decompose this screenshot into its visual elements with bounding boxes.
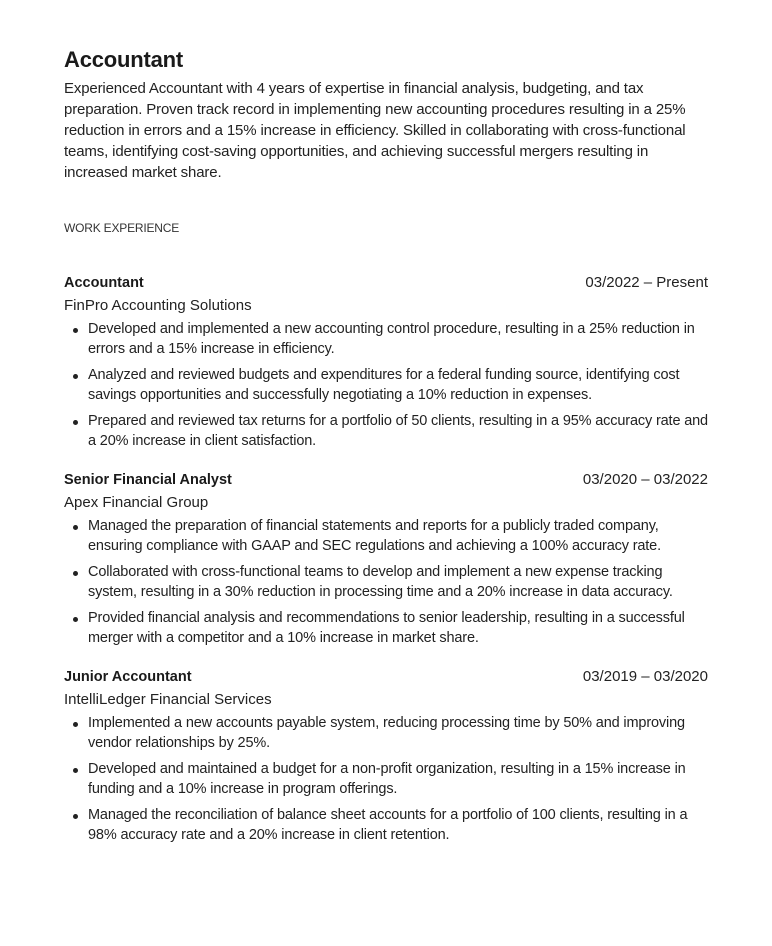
work-experience-heading: WORK EXPERIENCE	[64, 221, 180, 235]
bullet-item: Managed the preparation of financial statements and reports for a publicly traded company, ensuring compliance with GAAP and SEC regulations and achieving a 100% accuracy rate.	[88, 517, 708, 556]
bullet-item: Prepared and reviewed tax returns for a portfolio of 50 clients, resulting in a 95% accuracy rate and a 20% increase in client satisfaction.	[88, 412, 708, 451]
job-dates: 03/2020 – 03/2022	[582, 471, 708, 488]
job-bullets	[64, 714, 708, 845]
job-bullets	[64, 320, 708, 451]
bullet-item: Developed and maintained a budget for a non-profit organization, resulting in a 15% increase in funding and a 10% increase in program offerings.	[88, 760, 708, 799]
job-title: Junior Accountant	[64, 669, 192, 685]
job-title: Accountant	[64, 275, 144, 291]
job-entry	[64, 272, 708, 451]
job-entry	[64, 469, 708, 648]
job-entry	[64, 666, 708, 845]
resume-title: Accountant	[64, 47, 184, 72]
bullet-item: Provided financial analysis and recommendations to senior leadership, resulting in a successful merger with a competitor and a 10% increase in market share.	[88, 609, 708, 648]
professional-summary: Experienced Accountant with 4 years of expertise in financial analysis, budgeting, and tax preparation. Proven track record in implementing new accounting procedures resulting in a 25% reduction in errors and a 15% increase in efficiency. Skilled in collaborating with cross-functional teams, identifying cost-saving opportunities, and achieving successful mergers resulting in increased market share.	[64, 80, 686, 181]
company-name: IntelliLedger Financial Services	[64, 691, 272, 708]
job-header	[64, 272, 708, 294]
bullet-item: Analyzed and reviewed budgets and expenditures for a federal funding source, identifying cost savings opportunities and successfully negotiating a 10% reduction in expenses.	[88, 366, 708, 405]
bullet-item: Implemented a new accounts payable system, reducing processing time by 50% and improving vendor relationships by 25%.	[88, 714, 708, 753]
job-header	[64, 469, 708, 491]
company-name: Apex Financial Group	[64, 494, 209, 511]
job-dates: 03/2022 – Present	[585, 274, 708, 291]
bullet-item: Managed the reconciliation of balance sheet accounts for a portfolio of 100 clients, resulting in a 98% accuracy rate and a 20% increase in client retention.	[88, 806, 708, 845]
bullet-item: Developed and implemented a new accounting control procedure, resulting in a 25% reduction in errors and a 15% increase in efficiency.	[88, 320, 708, 359]
job-bullets	[64, 517, 708, 648]
job-header	[64, 666, 708, 688]
job-dates: 03/2019 – 03/2020	[582, 668, 708, 685]
job-title: Senior Financial Analyst	[64, 472, 232, 488]
bullet-item: Collaborated with cross-functional teams to develop and implement a new expense tracking system, resulting in a 30% reduction in processing time and a 20% increase in data accuracy.	[88, 563, 708, 602]
company-name: FinPro Accounting Solutions	[64, 297, 252, 314]
